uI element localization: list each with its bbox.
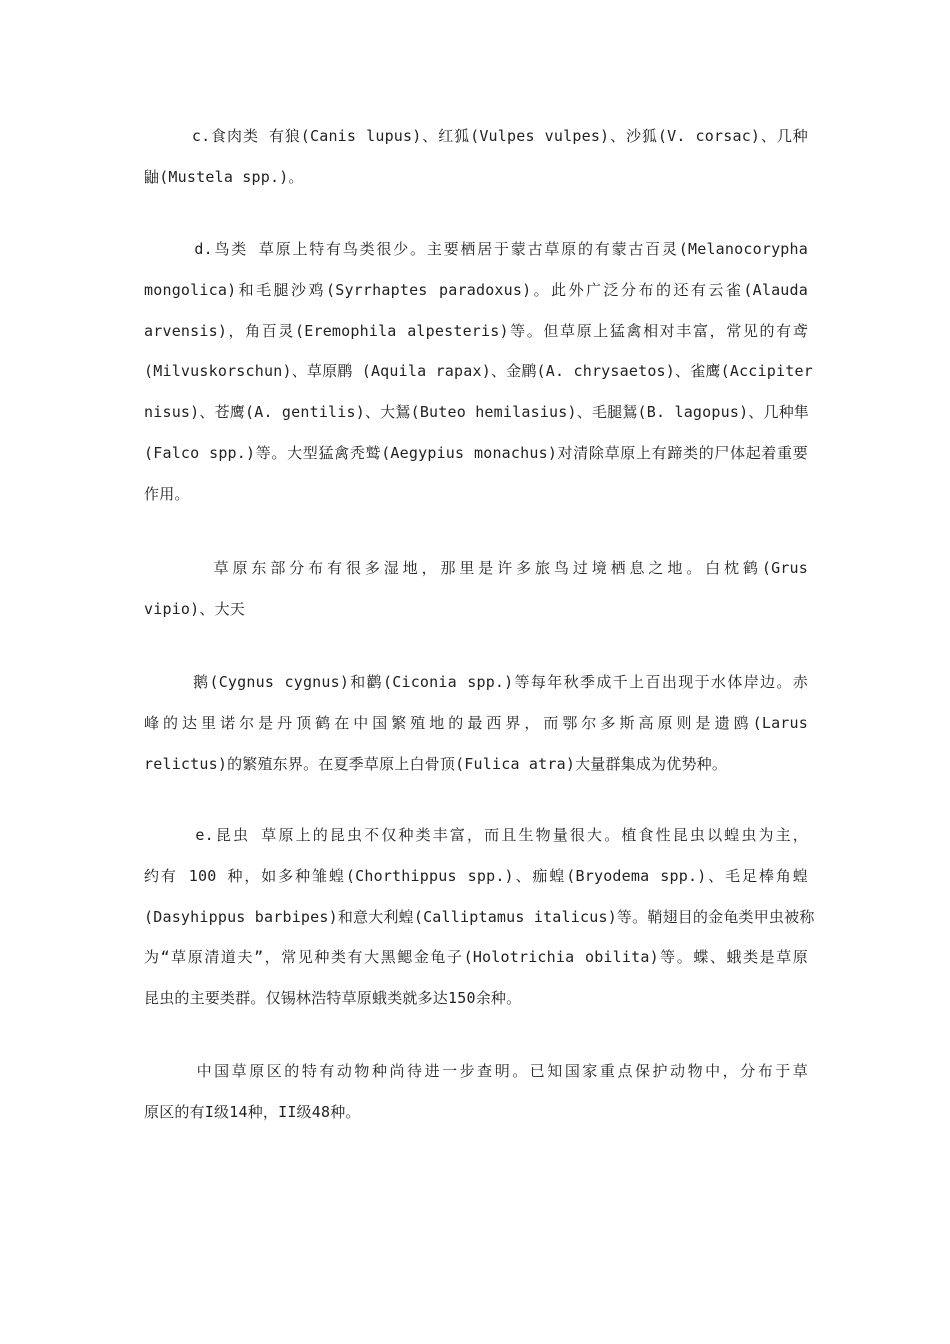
text-line: 中国草原区的特有动物种尚待进一步查明。已知国家重点保护动物中，分布于草: [144, 1062, 808, 1080]
text-line: mongolica)和毛腿沙鸡(Syrrhaptes paradoxus)。此外广泛分布的还有云雀(Alauda: [144, 280, 808, 299]
text-line: 草原东部分布有很多湿地，那里是许多旅鸟过境栖息之地。白枕鹤(Grus: [144, 559, 808, 577]
text-line: (Milvuskorschun)、草原鹛 (Aquila rapax)、金鹛(A. chrysaetos)、雀鹰(Accipiter: [144, 362, 813, 381]
text-line: 昆虫的主要类群。仅锡林浩特草原蛾类就多达150余种。: [144, 989, 522, 1008]
text-line: 鼬(Mustela spp.)。: [144, 167, 304, 186]
text-line: 峰的达里诺尔是丹顶鹤在中国繁殖地的最西界，而鄂尔多斯高原则是遗鸥(Larus: [144, 713, 808, 732]
text-line: relictus)的繁殖东界。在夏季草原上白骨顶(Fulica atra)大量群集成为优势种。: [144, 754, 728, 773]
text-line: 作用。: [144, 484, 190, 503]
text-line: c.食肉类 有狼(Canis lupus)、红狐(Vulpes vulpes)、沙狐(V. corsac)、几种: [144, 127, 808, 145]
text-line: 为“草原清道夫”，常见种类有大黑鳃金龟子(Holotrichia obilita)等。蝶、蛾类是草原: [144, 948, 808, 967]
paragraph-endemic: [144, 1051, 808, 1133]
paragraph-birds: [144, 229, 813, 515]
paragraph-swans: [144, 662, 808, 784]
text-line: arvensis)，角百灵(Eremophila alpesteris)等。但草原上猛禽相对丰富，常见的有鸢: [144, 321, 808, 340]
text-line: (Dasyhippus barbipes)和意大利蝗(Calliptamus italicus)等。鞘翅目的金龟类甲虫被称: [144, 907, 815, 926]
text-line: d.鸟类 草原上特有鸟类很少。主要栖居于蒙古草原的有蒙古百灵(Melanocorypha: [144, 240, 808, 258]
paragraph-wetlands: [144, 548, 808, 630]
text-line: (Falco spp.)等。大型猛禽秃鹫(Aegypius monachus)对清除草原上有蹄类的尸体起着重要: [144, 443, 808, 462]
text-line: vipio)、大天: [144, 599, 245, 618]
text-line: nisus)、苍鹰(A. gentilis)、大鵟(Buteo hemilasius)、毛腿鵟(B. lagopus)、几种隼: [144, 403, 810, 422]
text-line: e.昆虫 草原上的昆虫不仅种类丰富，而且生物量很大。植食性昆虫以蝗虫为主，: [144, 826, 808, 844]
text-line: 鹅(Cygnus cygnus)和鹳(Ciconia spp.)等每年秋季成千上百出现于水体岸边。赤: [144, 673, 808, 691]
paragraph-insects: [144, 815, 815, 1019]
text-line: 原区的有I级14种，II级48种。: [144, 1102, 361, 1121]
text-line: 约有 100 种，如多种雏蝗(Chorthippus spp.)、痂蝗(Bryodema spp.)、毛足棒角蝗: [144, 866, 808, 885]
paragraph-carnivores: [144, 116, 808, 198]
